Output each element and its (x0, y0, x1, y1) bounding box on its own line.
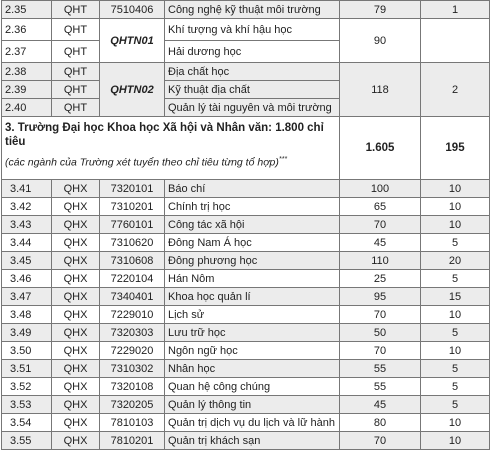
section-header (2, 117, 340, 180)
table-row (2, 252, 490, 270)
row-code: 7320303 (100, 324, 165, 342)
group-quota: 90 (340, 19, 421, 63)
row-extra: 5 (421, 378, 490, 396)
table-row (2, 198, 490, 216)
row-org: QHX (52, 234, 100, 252)
table-row (2, 19, 490, 41)
row-quota: 70 (340, 306, 421, 324)
row-stt: 3.48 (2, 306, 52, 324)
row-extra: 5 (421, 270, 490, 288)
row-quota: 79 (340, 1, 421, 19)
row-stt: 3.54 (2, 414, 52, 432)
row-stt: 3.55 (2, 432, 52, 450)
row-org: QHX (52, 342, 100, 360)
row-code: 7810103 (100, 414, 165, 432)
row-org: QHX (52, 306, 100, 324)
row-stt: 3.44 (2, 234, 52, 252)
row-quota: 70 (340, 342, 421, 360)
table-row (2, 306, 490, 324)
row-extra: 20 (421, 252, 490, 270)
row-extra: 15 (421, 288, 490, 306)
row-extra: 5 (421, 396, 490, 414)
row-extra: 10 (421, 198, 490, 216)
table-row (2, 324, 490, 342)
section-quota: 1.605 (340, 117, 421, 180)
table-row (2, 360, 490, 378)
table-row (2, 342, 490, 360)
row-code: 7810201 (100, 432, 165, 450)
row-stt: 3.50 (2, 342, 52, 360)
row-stt: 2.36 (2, 19, 52, 41)
row-org: QHT (52, 81, 100, 99)
admission-quota-table (1, 0, 490, 450)
row-quota: 95 (340, 288, 421, 306)
row-major-name: Quản trị dịch vụ du lịch và lữ hành (165, 414, 340, 432)
row-quota: 70 (340, 216, 421, 234)
group-extra: 2 (421, 63, 490, 117)
group-quota: 118 (340, 63, 421, 117)
row-major-name: Hán Nôm (165, 270, 340, 288)
row-org: QHX (52, 324, 100, 342)
table-row (2, 270, 490, 288)
section-extra: 195 (421, 117, 490, 180)
row-stt: 2.39 (2, 81, 52, 99)
table-row (2, 1, 490, 19)
table-row (2, 414, 490, 432)
row-extra: 10 (421, 432, 490, 450)
row-quota: 55 (340, 360, 421, 378)
row-quota: 70 (340, 432, 421, 450)
row-major-name: Đông phương học (165, 252, 340, 270)
row-extra: 5 (421, 324, 490, 342)
row-code: 7340401 (100, 288, 165, 306)
row-quota: 45 (340, 234, 421, 252)
row-code: 7310608 (100, 252, 165, 270)
row-major-name: Đông Nam Á học (165, 234, 340, 252)
row-major-name: Ngôn ngữ học (165, 342, 340, 360)
row-org: QHX (52, 198, 100, 216)
row-major-name: Quan hệ công chúng (165, 378, 340, 396)
row-org: QHX (52, 180, 100, 198)
row-org: QHX (52, 270, 100, 288)
row-extra: 5 (421, 360, 490, 378)
row-major-name: Chính trị học (165, 198, 340, 216)
row-code: 7220104 (100, 270, 165, 288)
row-major-name: Quản trị khách sạn (165, 432, 340, 450)
row-stt: 2.35 (2, 1, 52, 19)
row-code: 7760101 (100, 216, 165, 234)
row-stt: 3.49 (2, 324, 52, 342)
row-major-name: Khí tượng và khí hậu học (165, 19, 340, 41)
row-stt: 3.45 (2, 252, 52, 270)
row-code: 7310620 (100, 234, 165, 252)
table-row (2, 63, 490, 81)
row-stt: 3.43 (2, 216, 52, 234)
section-row (2, 117, 490, 180)
row-extra: 10 (421, 342, 490, 360)
row-org: QHT (52, 1, 100, 19)
row-quota: 80 (340, 414, 421, 432)
row-extra: 10 (421, 216, 490, 234)
row-major-name: Địa chất học (165, 63, 340, 81)
row-major-name: Kỹ thuật địa chất (165, 81, 340, 99)
row-code: 7510406 (100, 1, 165, 19)
row-extra: 10 (421, 306, 490, 324)
row-org: QHX (52, 432, 100, 450)
group-extra-empty (421, 19, 490, 63)
row-major-name: Khoa học quản lí (165, 288, 340, 306)
table-row (2, 378, 490, 396)
row-extra: 5 (421, 234, 490, 252)
row-stt: 3.41 (2, 180, 52, 198)
row-stt: 3.51 (2, 360, 52, 378)
row-org: QHX (52, 360, 100, 378)
row-code: 7320205 (100, 396, 165, 414)
table-body (2, 1, 490, 450)
row-quota: 50 (340, 324, 421, 342)
row-stt: 3.53 (2, 396, 52, 414)
row-major-name: Quản lý tài nguyên và môi trường (165, 99, 340, 117)
row-major-name: Báo chí (165, 180, 340, 198)
row-major-name: Lịch sử (165, 306, 340, 324)
row-stt: 3.42 (2, 198, 52, 216)
footnote-marker: *** (278, 156, 288, 163)
row-org: QHX (52, 378, 100, 396)
row-extra: 10 (421, 414, 490, 432)
row-major-name: Hải dương học (165, 41, 340, 63)
row-quota: 110 (340, 252, 421, 270)
row-stt: 2.37 (2, 41, 52, 63)
row-code: 7229020 (100, 342, 165, 360)
row-org: QHX (52, 216, 100, 234)
row-org: QHT (52, 41, 100, 63)
row-extra: 1 (421, 1, 490, 19)
row-org: QHT (52, 99, 100, 117)
row-stt: 2.40 (2, 99, 52, 117)
row-org: QHX (52, 288, 100, 306)
row-quota: 100 (340, 180, 421, 198)
row-org: QHX (52, 252, 100, 270)
row-stt: 3.52 (2, 378, 52, 396)
row-major-name: Công nghệ kỹ thuật môi trường (165, 1, 340, 19)
row-code: 7310302 (100, 360, 165, 378)
row-major-name: Nhân học (165, 360, 340, 378)
row-code: 7310201 (100, 198, 165, 216)
row-extra: 10 (421, 180, 490, 198)
row-code: 7320108 (100, 378, 165, 396)
row-org: QHX (52, 396, 100, 414)
row-org: QHT (52, 19, 100, 41)
row-stt: 3.47 (2, 288, 52, 306)
row-quota: 55 (340, 378, 421, 396)
row-org: QHT (52, 63, 100, 81)
row-major-name: Lưu trữ học (165, 324, 340, 342)
group-code: QHTN01 (100, 19, 165, 63)
group-code: QHTN02 (100, 63, 165, 117)
section-subtitle-text: (các ngành của Trường xét tuyển theo chỉ tiêu từng tổ hợp) (5, 156, 279, 169)
row-stt: 2.38 (2, 63, 52, 81)
row-quota: 45 (340, 396, 421, 414)
table-row (2, 180, 490, 198)
section-subtitle (5, 153, 336, 170)
row-code: 7229010 (100, 306, 165, 324)
row-code: 7320101 (100, 180, 165, 198)
row-quota: 25 (340, 270, 421, 288)
row-org: QHX (52, 414, 100, 432)
section-title: 3. Trường Đại học Khoa học Xã hội và Nhân văn: 1.800 chỉ tiêu (5, 122, 324, 148)
row-major-name: Quản lý thông tin (165, 396, 340, 414)
row-major-name: Công tác xã hội (165, 216, 340, 234)
row-stt: 3.46 (2, 270, 52, 288)
table-row (2, 432, 490, 450)
table-row (2, 288, 490, 306)
table-row (2, 216, 490, 234)
table-row (2, 396, 490, 414)
table-row (2, 234, 490, 252)
row-quota: 65 (340, 198, 421, 216)
